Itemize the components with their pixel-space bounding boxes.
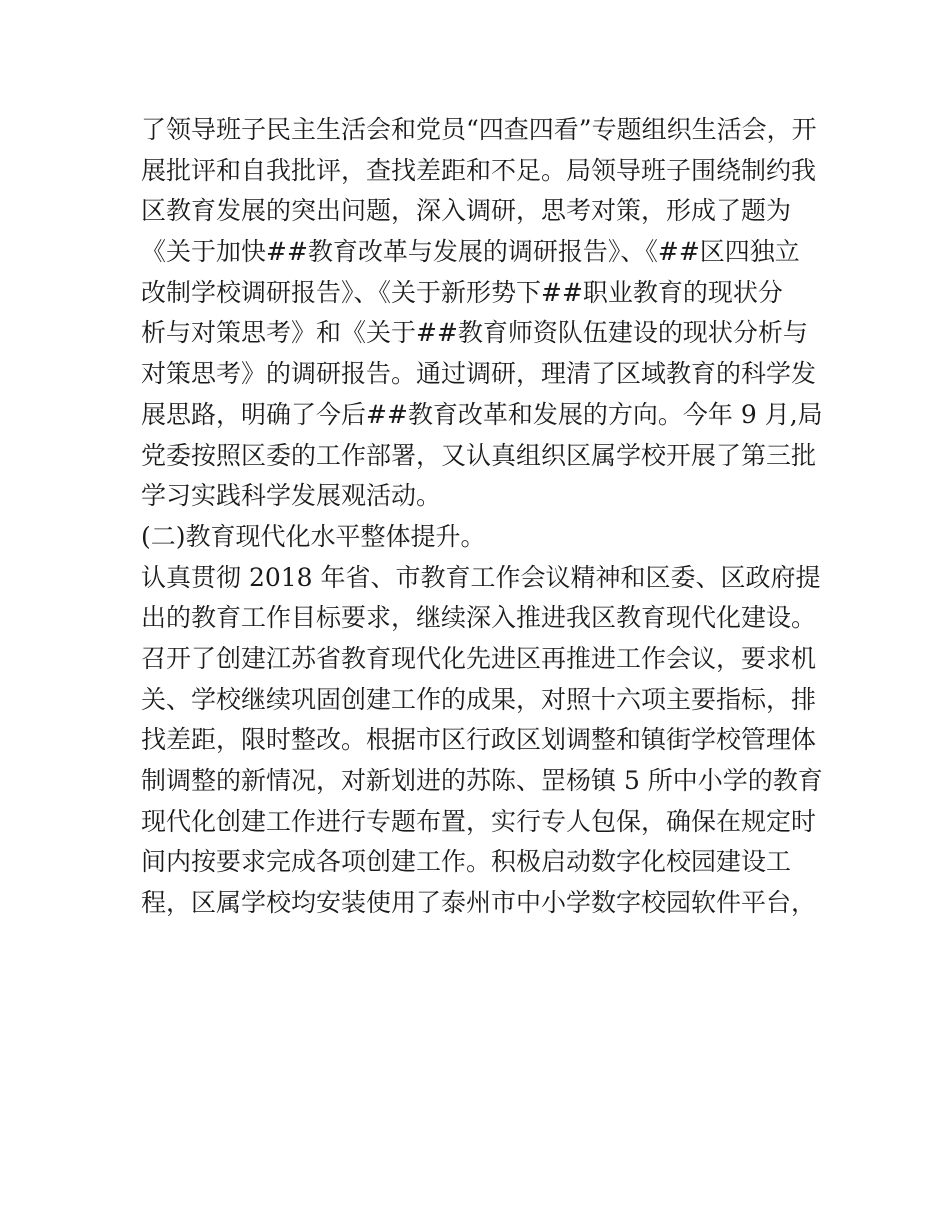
text-line: 程，区属学校均安装使用了泰州市中小学数字校园软件平台， — [141, 888, 817, 918]
text-line: 对策思考》的调研报告。通过调研，理清了区域教育的科学发 — [141, 359, 817, 389]
text-line: 党委按照区委的工作部署，又认真组织区属学校开展了第三批 — [141, 440, 817, 470]
text-line: 析与对策思考》和《关于##教育师资队伍建设的现状分析与 — [141, 318, 808, 348]
text-line: 现代化创建工作进行专题布置，实行专人包保，确保在规定时 — [141, 806, 817, 836]
text-line: 展批评和自我批评，查找差距和不足。局领导班子围绕制约我 — [141, 155, 817, 185]
text-line: 展思路，明确了今后##教育改革和发展的方向。今年 9 月,局 — [141, 399, 823, 429]
text-line: 出的教育工作目标要求，继续深入推进我区教育现代化建设。 — [141, 603, 817, 633]
text-line: 《关于加快##教育改革与发展的调研报告》、《##区四独立 — [141, 237, 800, 267]
text-line: 关、学校继续巩固创建工作的成果，对照十六项主要指标，排 — [141, 684, 817, 714]
section-heading: (二)教育现代化水平整体提升。 — [141, 521, 486, 551]
text-line: 了领导班子民主生活会和党员“四查四看”专题组织生活会，开 — [141, 115, 817, 144]
text-line: 认真贯彻 2018 年省、市教育工作会议精神和区委、区政府提 — [141, 562, 821, 592]
text-line: 召开了创建江苏省教育现代化先进区再推进工作会议，要求机 — [141, 643, 817, 673]
text-line: 找差距，限时整改。根据市区行政区划调整和镇街学校管理体 — [141, 725, 817, 755]
text-line: 制调整的新情况，对新划进的苏陈、罡杨镇 5 所中小学的教育 — [141, 766, 823, 795]
text-line: 学习实践科学发展观活动。 — [141, 481, 442, 511]
text-line: 区教育发展的突出问题，深入调研，思考对策，形成了题为 — [141, 196, 792, 226]
text-line: 间内按要求完成各项创建工作。积极启动数字化校园建设工 — [141, 847, 792, 877]
body-text — [141, 110, 821, 924]
text-line: 改制学校调研报告》、《关于新形势下##职业教育的现状分 — [141, 277, 783, 307]
